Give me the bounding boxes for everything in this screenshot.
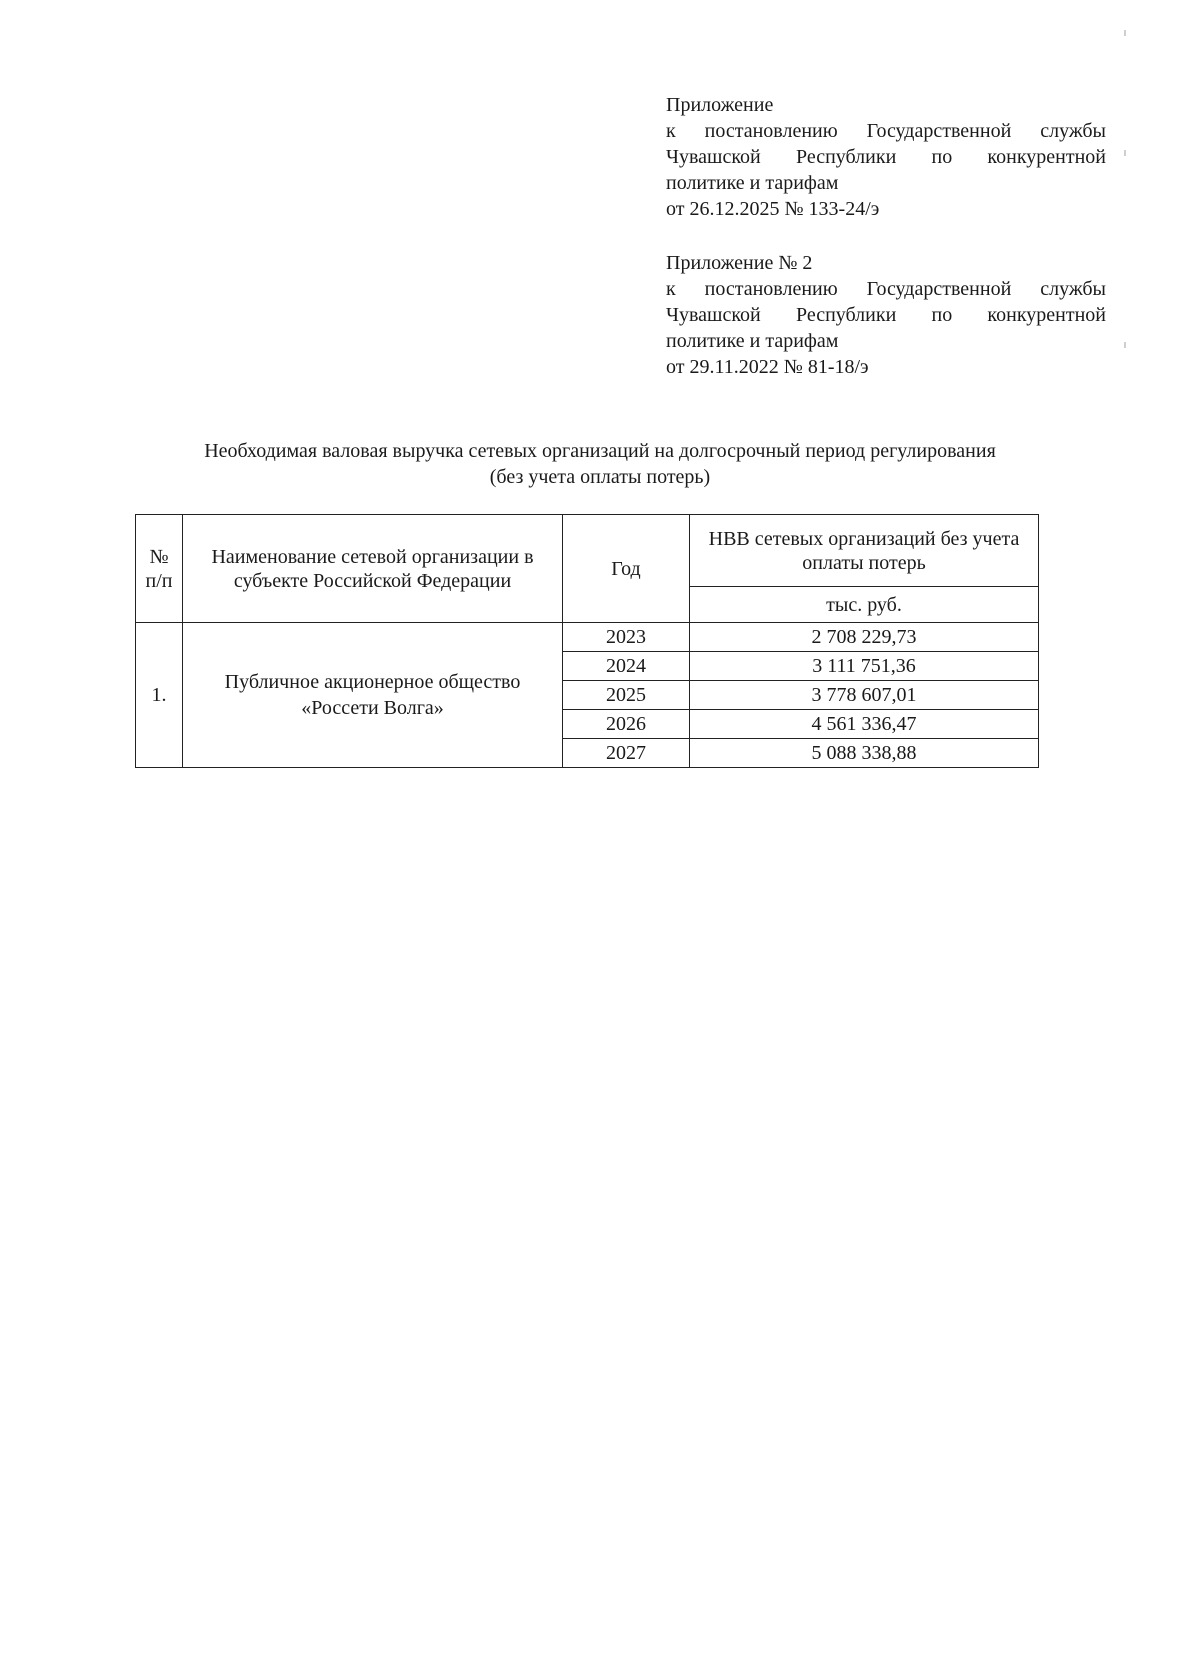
row-year: 2026 — [563, 710, 690, 739]
row-year: 2023 — [563, 623, 690, 652]
row-value: 5 088 338,88 — [690, 739, 1039, 768]
header-number: № п/п — [136, 515, 183, 623]
appendix-block-current — [666, 92, 1106, 222]
row-year: 2025 — [563, 681, 690, 710]
row-year: 2024 — [563, 652, 690, 681]
header-unit: тыс. руб. — [690, 587, 1039, 623]
header-year: Год — [563, 515, 690, 623]
appendix-title: Приложение № 2 — [666, 252, 813, 274]
header-value: НВВ сетевых организаций без учета оплаты потерь — [690, 515, 1039, 587]
appendix-line: к постановлению Государственной службы — [666, 120, 1106, 142]
document-heading — [100, 438, 1100, 490]
scan-artifact — [1124, 30, 1126, 36]
row-value: 4 561 336,47 — [690, 710, 1039, 739]
appendix-line: к постановлению Государственной службы — [666, 278, 1106, 300]
appendix-line: Чувашской Республики по конкурентной — [666, 146, 1106, 168]
table-header-row — [136, 515, 1039, 587]
heading-line-1: Необходимая валовая выручка сетевых организаций на долгосрочный период регулирования — [204, 440, 996, 462]
revenue-table — [135, 514, 1039, 768]
appendix-date-number: от 26.12.2025 № 133-24/э — [666, 198, 880, 220]
appendix-line: политике и тарифам — [666, 330, 839, 352]
header-organization: Наименование сетевой организации в субъекте Российской Федерации — [183, 515, 563, 623]
heading-line-2: (без учета оплаты потерь) — [489, 466, 711, 488]
appendix-line: Чувашской Республики по конкурентной — [666, 304, 1106, 326]
scan-artifact — [1124, 150, 1126, 156]
row-year: 2027 — [563, 739, 690, 768]
scan-artifact — [1124, 342, 1126, 348]
row-value: 3 111 751,36 — [690, 652, 1039, 681]
entry-number: 1. — [136, 623, 183, 768]
appendix-date-number: от 29.11.2022 № 81-18/э — [666, 356, 869, 378]
appendix-block-original — [666, 250, 1106, 380]
entry-organization: Публичное акционерное общество «Россети Волга» — [183, 623, 563, 768]
row-value: 3 778 607,01 — [690, 681, 1039, 710]
appendix-line: политике и тарифам — [666, 172, 839, 194]
row-value: 2 708 229,73 — [690, 623, 1039, 652]
appendix-title: Приложение — [666, 94, 774, 116]
table-row — [136, 623, 1039, 652]
